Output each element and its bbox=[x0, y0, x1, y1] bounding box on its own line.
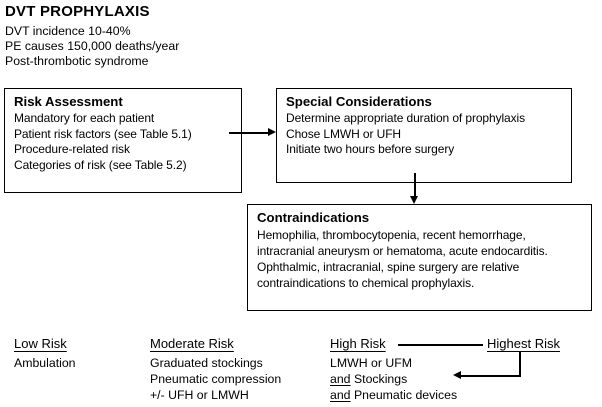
header-fact-pe-deaths: PE causes 150,000 deaths/year bbox=[5, 39, 180, 53]
special-considerations-line-1: Determine appropriate duration of prophylaxis bbox=[286, 111, 525, 125]
arrow-line-horizontal bbox=[461, 375, 521, 377]
underlined-word: and bbox=[330, 372, 351, 386]
header-fact-syndrome: Post-thrombotic syndrome bbox=[5, 54, 149, 68]
arrow-line bbox=[229, 132, 269, 134]
item-text: Graduated stockings bbox=[150, 356, 263, 370]
risk-assessment-line-1: Mandatory for each patient bbox=[14, 111, 155, 125]
connector-high-to-highest bbox=[398, 344, 483, 346]
arrow-left-icon bbox=[453, 371, 461, 379]
contraindications-box bbox=[247, 204, 592, 311]
arrow-down-icon bbox=[410, 196, 418, 204]
risk-column-low bbox=[14, 336, 76, 371]
special-considerations-title: Special Considerations bbox=[286, 94, 432, 109]
risk-assessment-line-2: Patient risk factors (see Table 5.1) bbox=[14, 126, 192, 141]
special-considerations-line-3: Initiate two hours before surgery bbox=[286, 142, 455, 157]
risk-item bbox=[330, 387, 457, 403]
underlined-word: and bbox=[330, 388, 351, 402]
risk-assessment-line-4: Categories of risk (see Table 5.2) bbox=[14, 157, 187, 172]
risk-item bbox=[14, 355, 76, 371]
risk-column-moderate-title: Moderate Risk bbox=[150, 336, 234, 351]
risk-item bbox=[330, 355, 457, 371]
special-considerations-line-2: Chose LMWH or UFH bbox=[286, 126, 401, 141]
risk-column-high bbox=[330, 336, 457, 403]
risk-column-highest bbox=[487, 336, 560, 355]
arrow-line-vertical bbox=[519, 352, 521, 376]
arrow-line bbox=[414, 173, 416, 197]
risk-item bbox=[150, 355, 281, 371]
risk-item bbox=[150, 387, 281, 403]
risk-item bbox=[150, 371, 281, 387]
risk-assessment-title: Risk Assessment bbox=[14, 94, 123, 109]
risk-assessment-box bbox=[4, 88, 242, 193]
risk-item bbox=[330, 371, 457, 387]
header-fact-incidence: DVT incidence 10-40% bbox=[5, 24, 131, 38]
item-text: LMWH or UFM bbox=[330, 356, 412, 370]
risk-column-moderate bbox=[150, 336, 281, 403]
item-text: Pneumatic devices bbox=[350, 388, 458, 402]
risk-column-high-title: High Risk bbox=[330, 336, 386, 351]
item-text: Ambulation bbox=[14, 356, 76, 370]
contraindications-title: Contraindications bbox=[257, 210, 370, 225]
page-title: DVT PROPHYLAXIS bbox=[5, 3, 150, 20]
item-text: +/- UFH or LMWH bbox=[150, 388, 249, 402]
header bbox=[5, 3, 179, 69]
risk-column-low-title: Low Risk bbox=[14, 336, 67, 351]
risk-column-highest-title: Highest Risk bbox=[487, 336, 560, 351]
contraindications-text: Hemophilia, thrombocytopenia, recent hemorrhage, intracranial aneurysm or hematoma, acute endocarditis. Ophthalmic, intracranial, spine surgery are relative contraindications to chemical prophylaxis. bbox=[257, 228, 548, 290]
item-text: Pneumatic compression bbox=[150, 372, 282, 386]
arrow-right-icon bbox=[268, 128, 276, 136]
item-text: Stockings bbox=[350, 372, 408, 386]
special-considerations-box bbox=[276, 88, 572, 183]
risk-assessment-line-3: Procedure-related risk bbox=[14, 142, 130, 157]
